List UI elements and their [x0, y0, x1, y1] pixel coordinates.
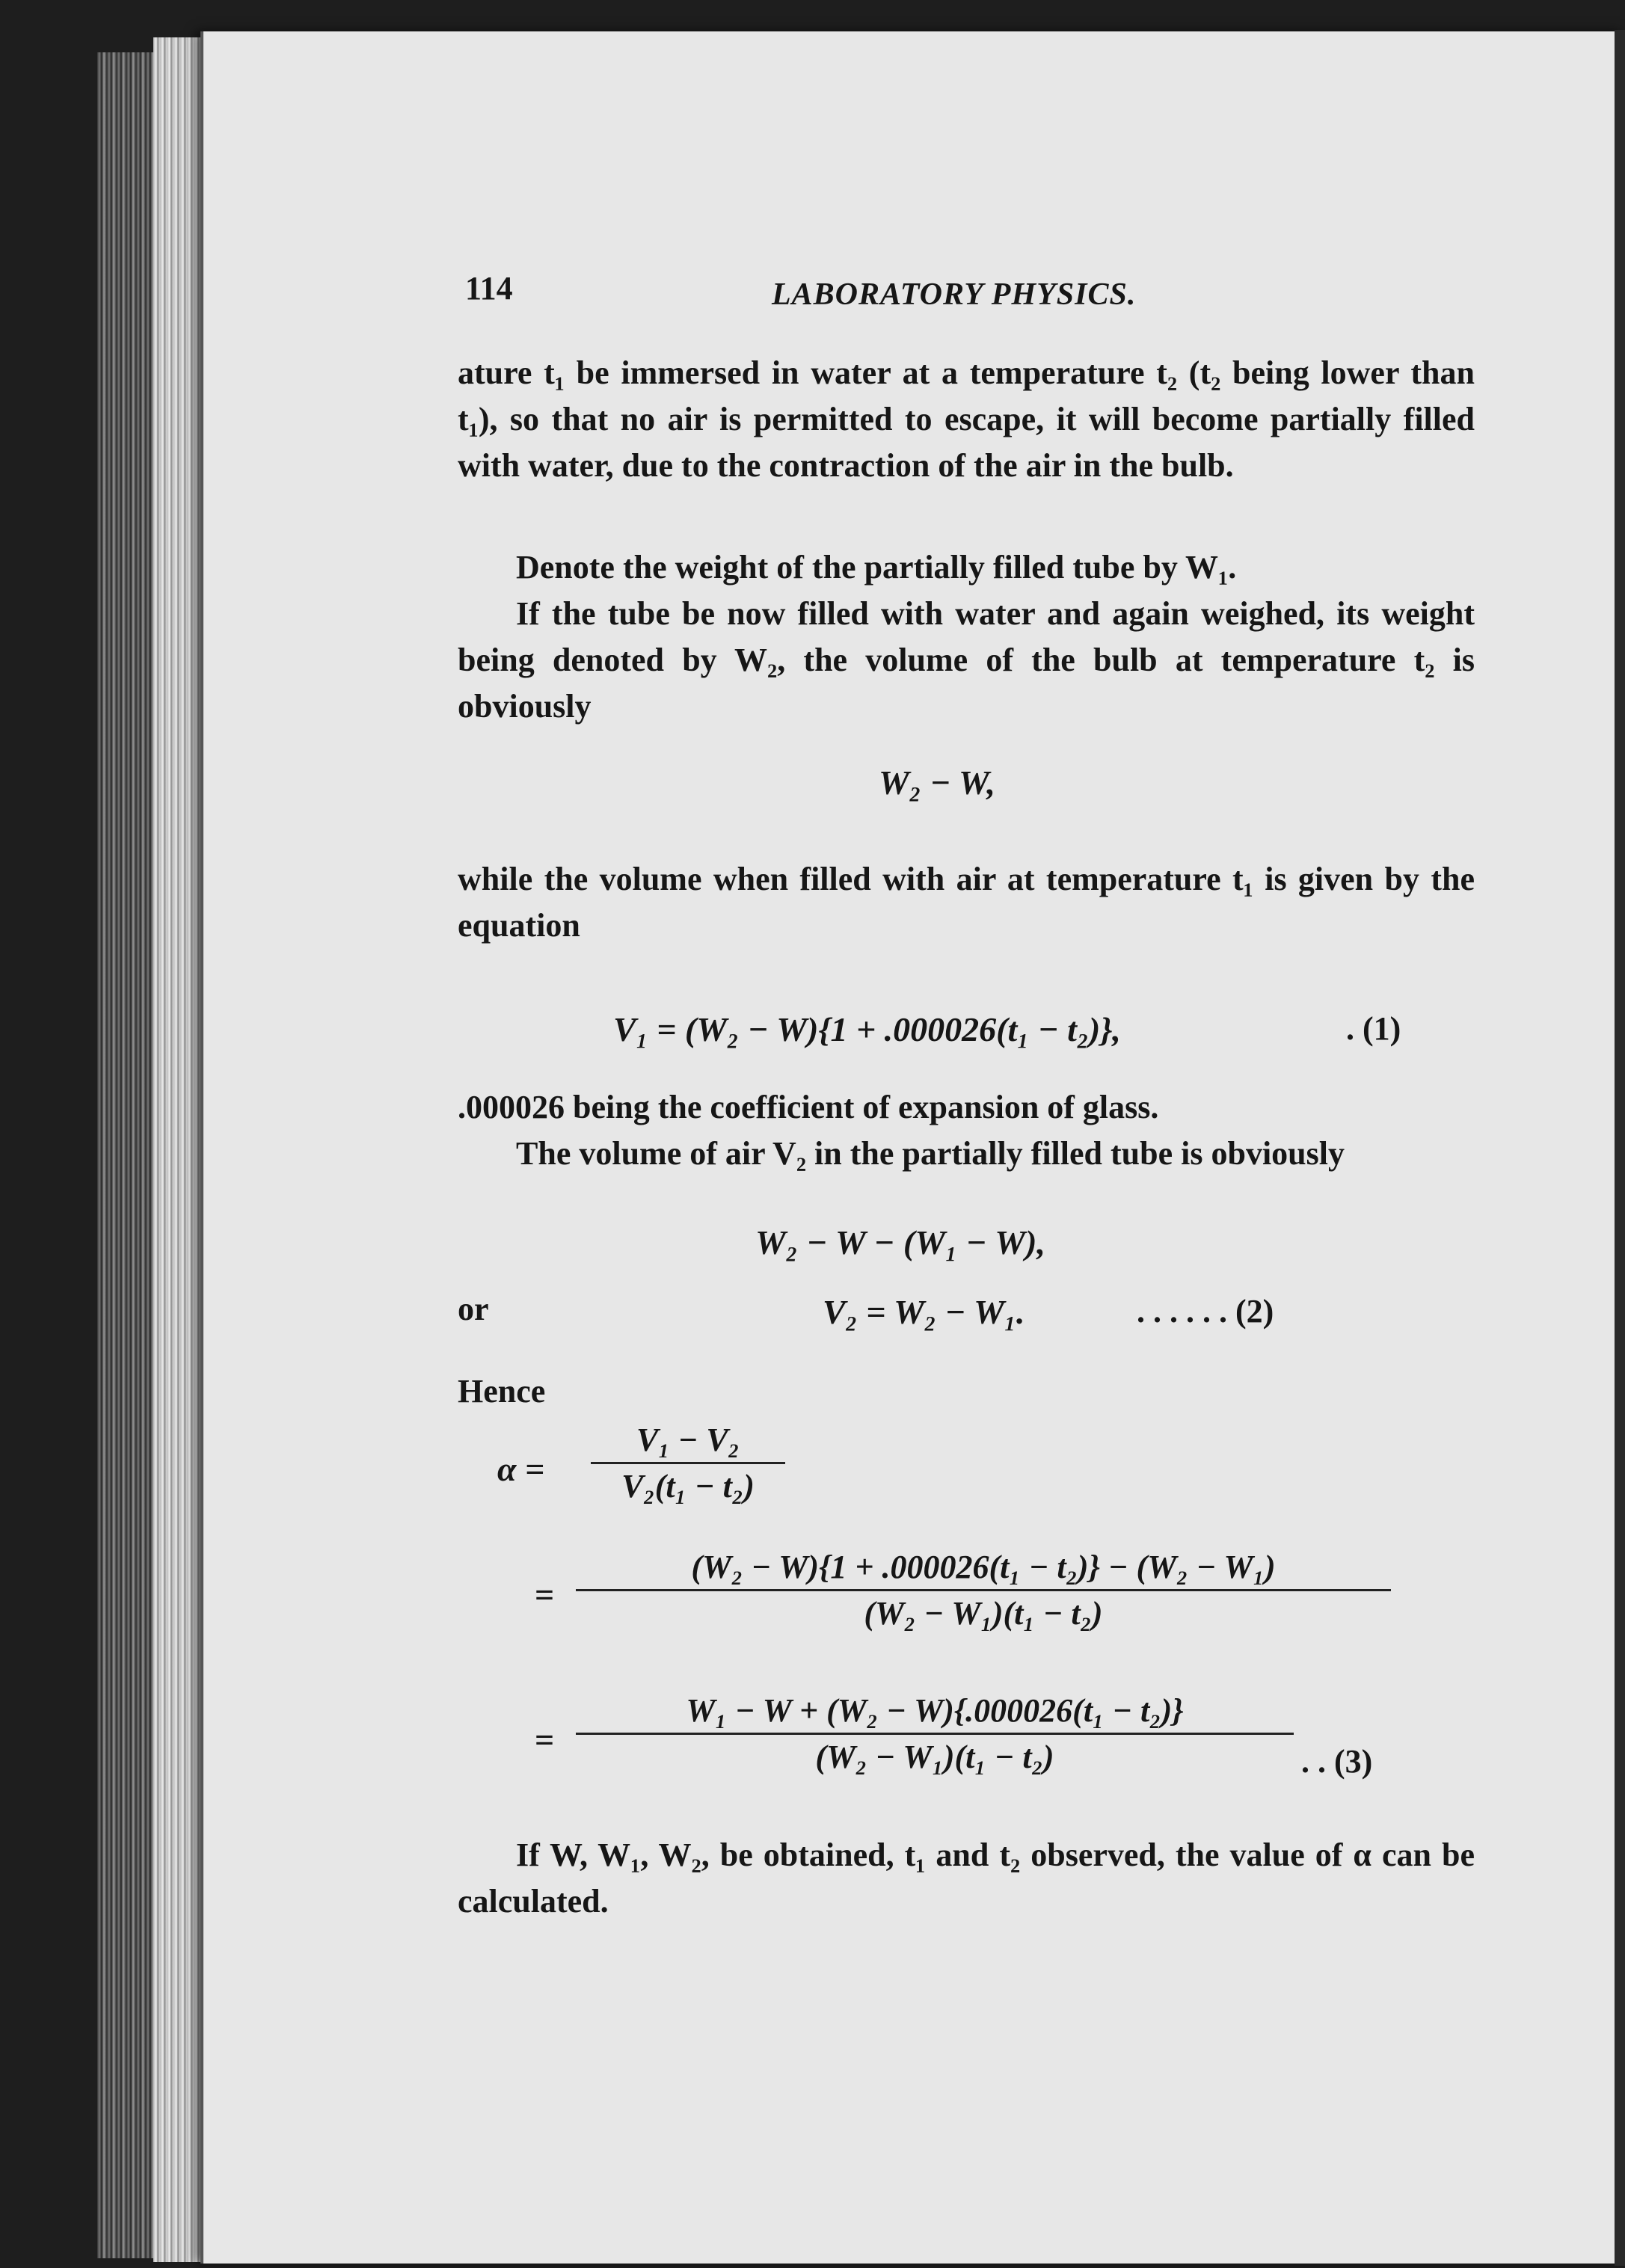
equation-1: V₁ = (W₂ − W){1 + .000026(t₁ − t₂)},	[613, 1010, 1121, 1048]
equation-2: V₂ = W₂ − W₁.	[823, 1293, 1025, 1331]
hence-label: Hence	[458, 1373, 546, 1410]
book-page-edges-inner	[153, 37, 206, 2262]
fraction-2-denominator: (W₂ − W₁)(t₁ − t₂)	[864, 1595, 1103, 1632]
fraction-3-denominator: (W₂ − W₁)(t₁ − t₂)	[815, 1739, 1054, 1775]
fraction-3	[576, 1691, 1294, 1776]
paragraph-4: while the volume when filled with air at temperature t₁ is given by the equation	[458, 861, 1475, 944]
page-right-edge	[1615, 30, 1625, 2266]
or-label: or	[458, 1291, 489, 1327]
paragraph-6: The volume of air V₂ in the partially filled tube is obviously	[516, 1135, 1345, 1172]
equals-sign-2: =	[535, 1576, 555, 1614]
fraction-1-denominator: V₂(t₁ − t₂)	[621, 1468, 755, 1505]
fraction-1-numerator: V₁ − V₂	[591, 1421, 785, 1464]
paragraph-7: If W, W₁, W₂, be obtained, t₁ and t₂ observed, the value of α can be calculated.	[458, 1837, 1475, 1920]
fraction-2-numerator: (W₂ − W){1 + .000026(t₁ − t₂)} − (W₂ − W₁)	[576, 1548, 1391, 1591]
equation-2-number: . . . . . . (2)	[1137, 1293, 1274, 1330]
paragraph-5: .000026 being the coefficient of expansion of glass.	[458, 1089, 1159, 1125]
alpha-equals: α =	[497, 1450, 545, 1488]
page-number: 114	[465, 270, 513, 307]
equation-2a: W₂ − W − (W₁ − W),	[755, 1223, 1045, 1261]
paragraph-1: ature t₁ be immersed in water at a temperature t₂ (t₂ being lower than t₁), so that no air is permitted to escape, it will become partially filled with water, due to the contraction of the air in the bulb.	[458, 354, 1475, 484]
equation-3-number: . . (3)	[1301, 1743, 1373, 1780]
fraction-3-numerator: W₁ − W + (W₂ − W){.000026(t₁ − t₂)}	[576, 1691, 1294, 1735]
paragraph-3: If the tube be now filled with water and again weighed, its weight being denoted by W₂, the volume of the bulb at temperature t₂ is obviously	[458, 595, 1475, 725]
fraction-2	[576, 1548, 1391, 1632]
running-title: LABORATORY PHYSICS.	[772, 277, 1137, 312]
equation-1-number: . (1)	[1346, 1010, 1401, 1047]
fraction-1	[591, 1421, 785, 1505]
paragraph-2: Denote the weight of the partially filled tube by W₁.	[516, 549, 1237, 586]
equation-bulb-volume: W₂ − W,	[879, 763, 995, 802]
equals-sign-3: =	[535, 1721, 555, 1759]
